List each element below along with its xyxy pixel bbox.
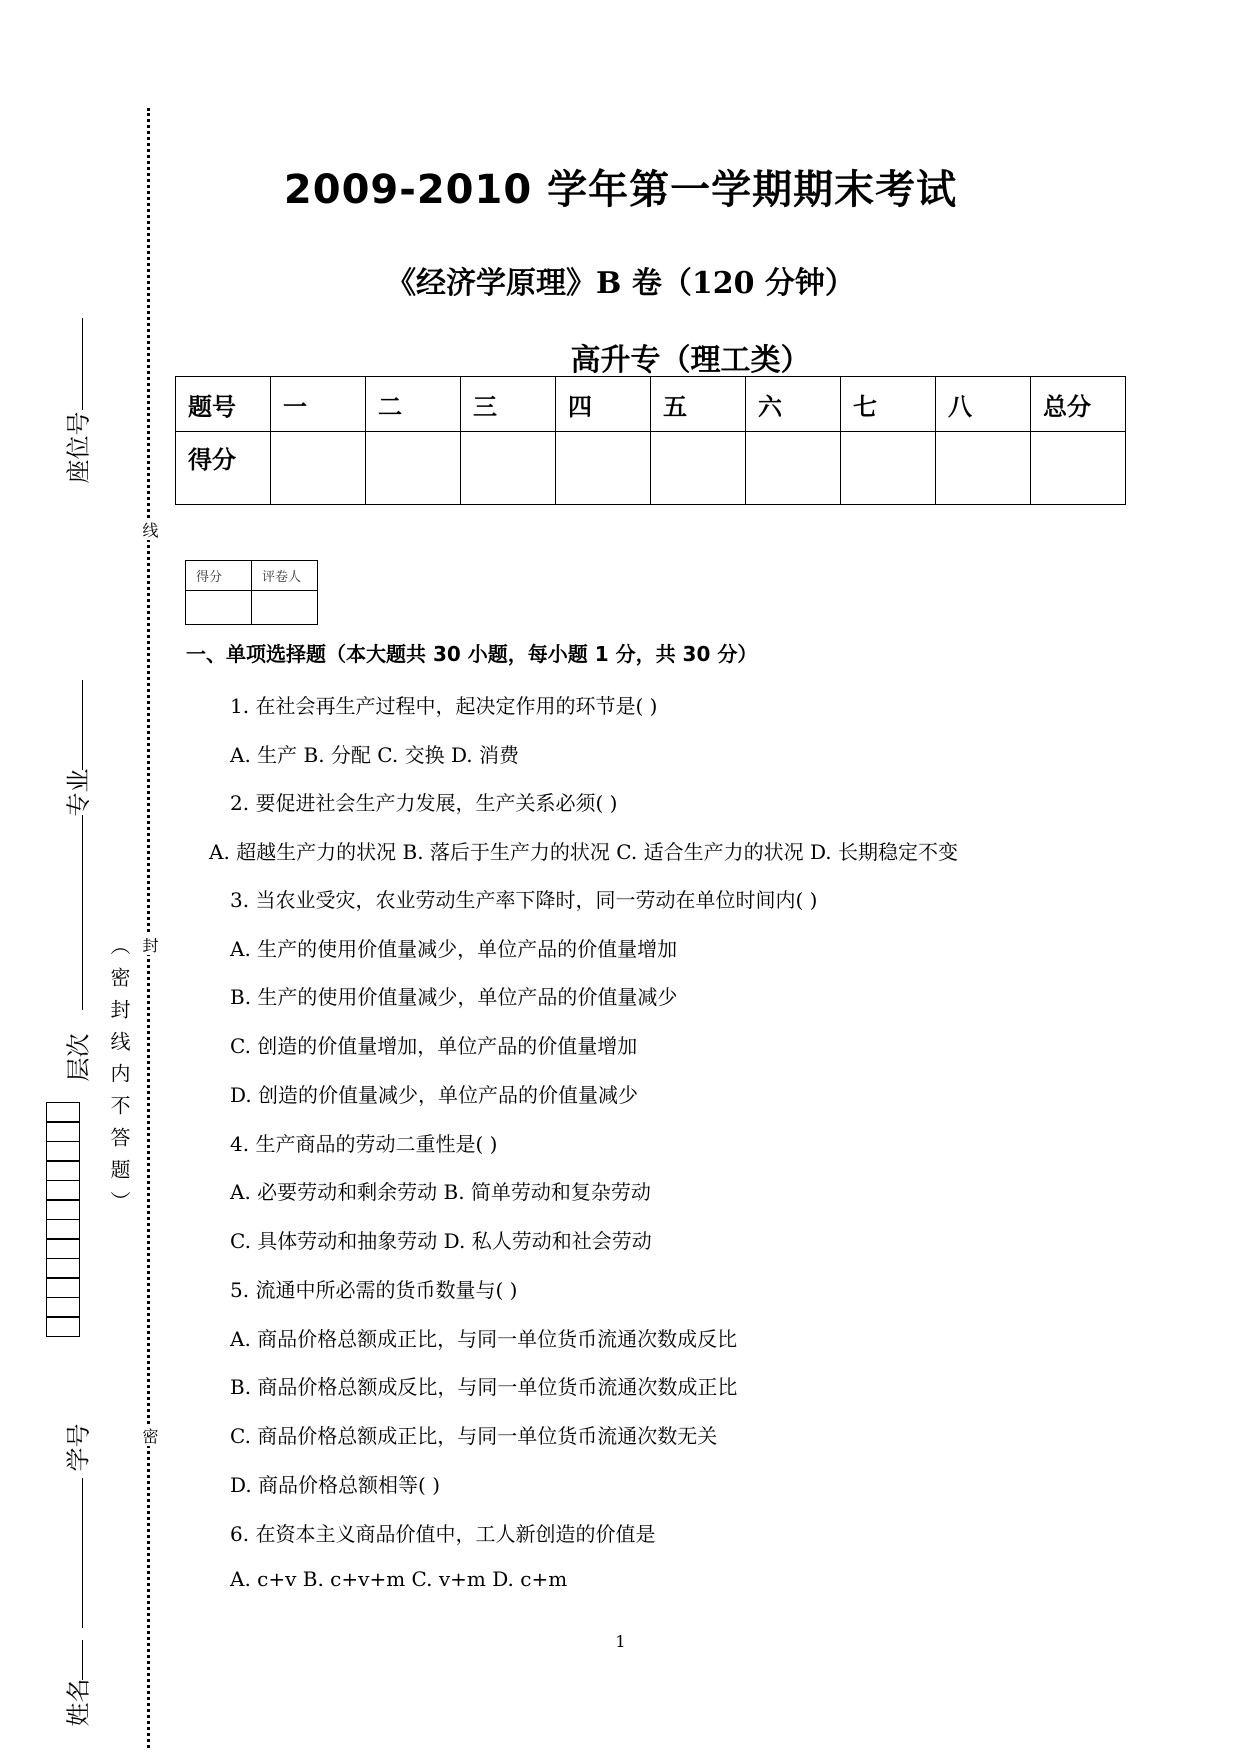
name-label: 姓名 — [64, 1678, 93, 1727]
question-line: 2. 要促进社会生产力发展，生产关系必须( ) — [230, 791, 618, 815]
question-line: A. 商品价格总额成正比，与同一单位货币流通次数成反比 — [230, 1327, 738, 1351]
score-table-header: 五 — [651, 377, 746, 432]
question-line: A. 超越生产力的状况 B. 落后于生产力的状况 C. 适合生产力的状况 D. 长期稳定不变 — [209, 840, 958, 864]
exam-level: 高升专（理工类） — [570, 343, 811, 378]
score-cell — [936, 432, 1031, 505]
grader-name-label: 评卷人 — [252, 561, 318, 591]
question-line: C. 商品价格总额成正比，与同一单位货币流通次数无关 — [230, 1424, 718, 1448]
score-cell — [841, 432, 936, 505]
grader-name-cell — [252, 591, 318, 625]
exam-subtitle: 《经济学原理》B 卷（120 分钟） — [386, 266, 855, 301]
question-line: B. 生产的使用价值量减少，单位产品的价值量减少 — [230, 985, 678, 1009]
section-heading: 一、单项选择题（本大题共 30 小题，每小题 1 分，共 30 分） — [186, 642, 758, 666]
line-mark: 线 — [140, 522, 159, 538]
major-line-lower — [82, 815, 83, 1010]
score-table-header: 题号 — [176, 377, 271, 432]
score-cell — [271, 432, 366, 505]
score-table-header: 二 — [366, 377, 461, 432]
question-line: C. 创造的价值量增加，单位产品的价值量增加 — [230, 1034, 638, 1058]
question-line: 3. 当农业受灾，农业劳动生产率下降时，同一劳动在单位时间内( ) — [230, 888, 818, 912]
exam-title: 2009-2010 学年第一学期期末考试 — [283, 167, 958, 213]
question-line: A. 生产 B. 分配 C. 交换 D. 消费 — [230, 743, 519, 767]
student-id-label: 学号 — [64, 1423, 93, 1472]
score-cell — [556, 432, 651, 505]
score-row-label: 得分 — [176, 432, 271, 505]
score-table-header: 三 — [461, 377, 556, 432]
score-table-header: 四 — [556, 377, 651, 432]
score-table-header: 七 — [841, 377, 936, 432]
question-line: D. 商品价格总额相等( ) — [230, 1473, 440, 1497]
question-line: 5. 流通中所必需的货币数量与( ) — [230, 1278, 518, 1302]
score-table-header: 总分 — [1031, 377, 1126, 432]
page-number: 1 — [615, 1632, 626, 1651]
score-cell — [651, 432, 746, 505]
question-line: 1. 在社会再生产过程中，起决定作用的环节是( ) — [230, 694, 658, 718]
student-id-blank — [82, 1478, 83, 1628]
question-line: C. 具体劳动和抽象劳动 D. 私人劳动和社会劳动 — [230, 1229, 652, 1253]
grader-score-label: 得分 — [186, 561, 252, 591]
question-line: D. 创造的价值量减少，单位产品的价值量减少 — [230, 1083, 639, 1107]
student-id-boxes — [46, 1103, 80, 1337]
score-table-header: 一 — [271, 377, 366, 432]
question-line: 4. 生产商品的劳动二重性是( ) — [230, 1132, 498, 1156]
question-line: A. c+v B. c+v+m C. v+m D. c+m — [230, 1567, 568, 1591]
score-table — [175, 376, 1126, 505]
seat-number-label: 座位号 — [64, 411, 93, 484]
score-cell — [461, 432, 556, 505]
secret-mark: 密 — [140, 1428, 159, 1444]
seal-mark: 封 — [140, 937, 159, 953]
score-cell — [746, 432, 841, 505]
question-line: B. 商品价格总额成反比，与同一单位货币流通次数成正比 — [230, 1375, 738, 1399]
grader-box — [185, 560, 318, 625]
score-cell — [1031, 432, 1126, 505]
level-label: 层次 — [64, 1033, 93, 1082]
score-table-header: 六 — [746, 377, 841, 432]
score-table-header: 八 — [936, 377, 1031, 432]
question-line: A. 必要劳动和剩余劳动 B. 简单劳动和复杂劳动 — [230, 1180, 651, 1204]
grader-score-cell — [186, 591, 252, 625]
major-blank — [82, 680, 83, 770]
question-line: A. 生产的使用价值量减少，单位产品的价值量增加 — [230, 937, 678, 961]
question-line: 6. 在资本主义商品价值中，工人新创造的价值是 — [230, 1522, 656, 1546]
major-label: 专业 — [64, 768, 93, 817]
sealing-notice: （密封线内不答题） — [107, 935, 131, 1223]
score-cell — [366, 432, 461, 505]
